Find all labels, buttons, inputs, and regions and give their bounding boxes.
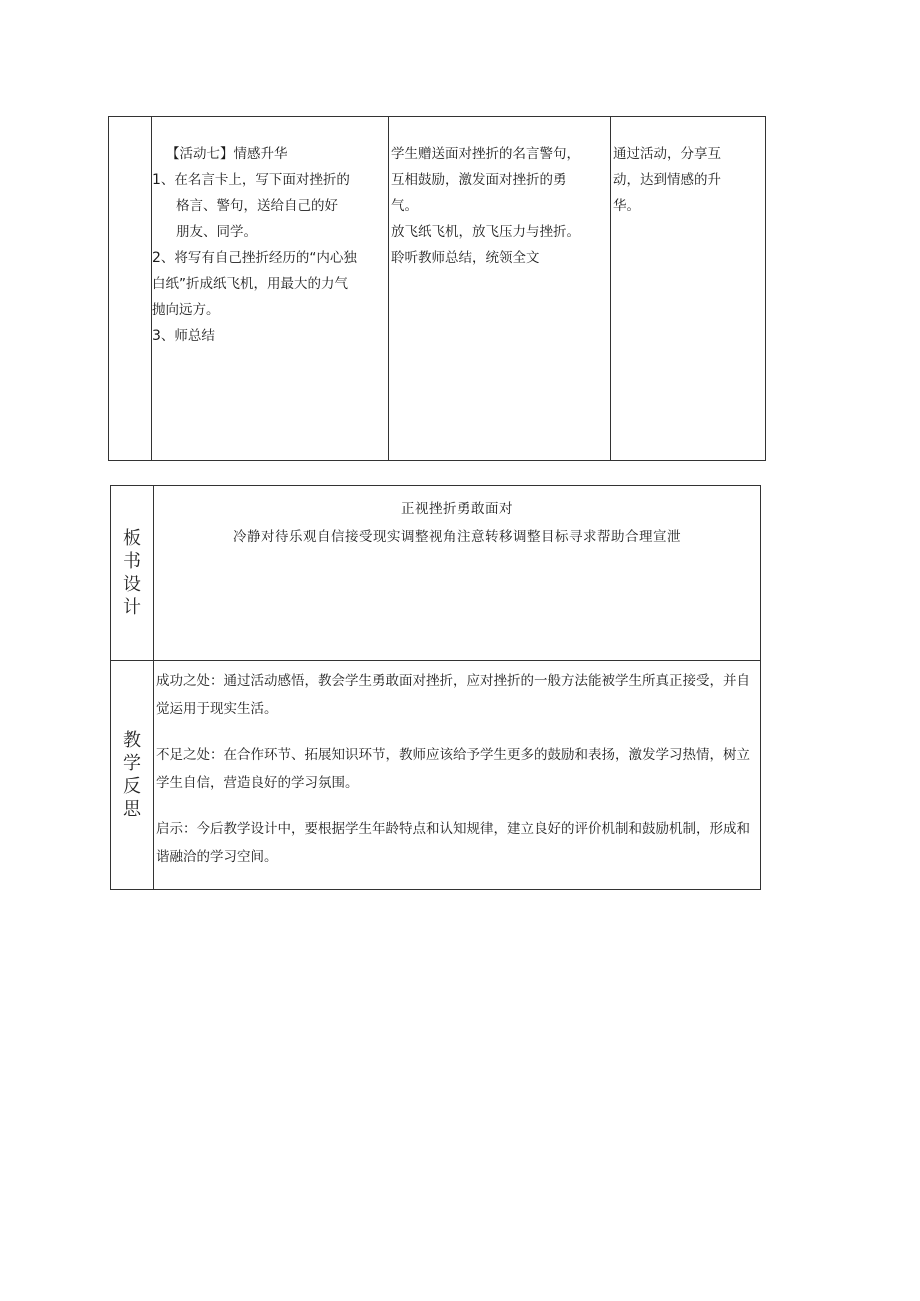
student-line-4: 放飞纸飞机，放飞压力与挫折。: [391, 224, 580, 240]
intent-line-2: 动，达到情感的升: [613, 172, 721, 188]
stage-cell: [109, 117, 152, 461]
intent-line-3: 华。: [613, 198, 640, 214]
intent-line-1: 通过活动，分享互: [613, 146, 721, 162]
teacher-activity-cell: [152, 117, 389, 461]
activity-item-2-cont-1: 白纸”折成纸飞机，用最大的力气: [152, 276, 348, 292]
activity-row: [109, 117, 766, 461]
student-line-3: 气。: [391, 198, 418, 214]
board-design-content: [154, 486, 761, 661]
student-line-1: 学生赠送面对挫折的名言警句，: [391, 146, 580, 162]
activity-item-1-cont-2: 朋友、同学。: [176, 224, 257, 240]
activity-item-1: 1、在名言卡上，写下面对挫折的: [152, 172, 350, 188]
student-line-2: 互相鼓励，激发面对挫折的勇: [391, 172, 567, 188]
student-activity-cell: [389, 117, 611, 461]
activity-item-3: 3、师总结: [152, 328, 215, 344]
board-design-label: 板书设计: [123, 528, 141, 618]
reflection-label: 教学反思: [123, 730, 141, 820]
board-title: 正视挫折勇敢面对: [401, 501, 513, 517]
summary-table: [110, 485, 761, 890]
activity-table: [108, 116, 766, 461]
reflection-success: 成功之处：通过活动感悟，教会学生勇敢面对挫折，应对挫折的一般方法能被学生所真正接受，并自觉运用于现实生活。: [156, 673, 750, 717]
reflection-insight: 启示：今后教学设计中，要根据学生年龄特点和认知规律，建立良好的评价机制和鼓励机制，形成和谐融洽的学习空间。: [156, 821, 750, 865]
design-intent-cell: [611, 117, 766, 461]
activity-item-2: 2、将写有自己挫折经历的“内心独: [152, 250, 357, 266]
reflection-content: [154, 661, 761, 890]
board-keywords: 冷静对待乐观自信接受现实调整视角注意转移调整目标寻求帮助合理宣泄: [233, 529, 681, 545]
student-line-5: 聆听教师总结，统领全文: [391, 250, 540, 266]
board-design-label-cell: [111, 486, 154, 661]
reflection-row: [111, 661, 761, 890]
activity-item-2-cont-2: 抛向远方。: [152, 302, 220, 318]
reflection-label-cell: [111, 661, 154, 890]
board-design-row: [111, 486, 761, 661]
activity-item-1-cont-1: 格言、警句，送给自己的好: [176, 198, 338, 214]
reflection-shortcoming: 不足之处：在合作环节、拓展知识环节，教师应该给予学生更多的鼓励和表扬，激发学习热情，树立学生自信，营造良好的学习氛围。: [156, 747, 750, 791]
activity-title: 【活动七】情感升华: [166, 146, 288, 162]
